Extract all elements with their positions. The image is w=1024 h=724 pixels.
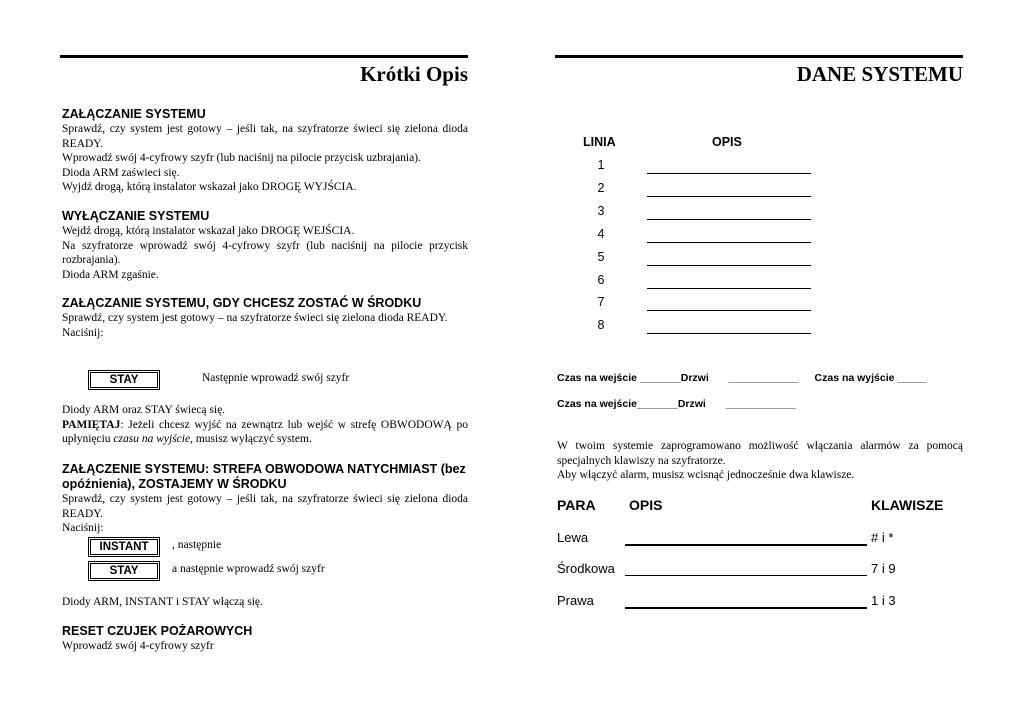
paragraph: W twoim systemie zaprogramowano możliwość włączania alarmów za pomocą specjalnych klawiszy na szyfratorze.: [557, 440, 963, 467]
line-row: 6: [555, 273, 855, 293]
czas-exit-label: Czas na wyjście _____: [814, 372, 927, 384]
line-row: 1: [555, 158, 855, 178]
entry-times-row-2: [557, 398, 796, 410]
paragraph: Wprowadź swój 4-cyfrowy szyfr (lub naciśnij na pilocie przycisk uzbrajania).: [62, 152, 421, 164]
stay-key-button[interactable]: STAY: [88, 370, 160, 390]
fill-line[interactable]: [647, 333, 811, 334]
section-disarming: [62, 209, 468, 282]
para-header: PARA: [557, 497, 596, 513]
key-instruction: , następnie: [172, 539, 222, 551]
section-fire-reset: [62, 624, 468, 654]
page-title: DANE SYSTEMU: [796, 62, 963, 86]
paragraph: Sprawdź, czy system jest gotowy – jeśli tak, na szyfratorze świeci się zielona dioda READY.: [62, 123, 468, 150]
section-instant: [62, 462, 468, 536]
section-heading: WYŁĄCZANIE SYSTEMU: [62, 209, 210, 223]
fill-line[interactable]: [647, 265, 811, 266]
paragraph: Wyjdź drogą, którą instalator wskazał jako DROGĘ WYJŚCIA.: [62, 181, 357, 193]
czas-label: Czas na wejście _______Drzwi: [557, 372, 709, 384]
line-row: 5: [555, 250, 855, 270]
paragraph: Sprawdź, czy system jest gotowy – jeśli tak, na szyfratorze świeci się zielona dioda READY.: [62, 493, 468, 520]
section-instant-after: [62, 595, 468, 610]
czas-blank[interactable]: ____________: [728, 372, 799, 384]
opis-header: OPIS: [712, 135, 742, 149]
fill-line[interactable]: [647, 173, 811, 174]
line-row: 7: [555, 295, 855, 315]
section-arming: [62, 107, 468, 195]
fill-line[interactable]: [625, 544, 867, 546]
section-stay-note: [62, 403, 468, 447]
section-stay: [62, 296, 468, 340]
fill-line[interactable]: [625, 575, 867, 576]
fill-line[interactable]: [647, 219, 811, 220]
fill-line[interactable]: [647, 310, 811, 311]
paragraph: Dioda ARM zgaśnie.: [62, 268, 159, 281]
line-row: 8: [555, 318, 855, 338]
czas-blank[interactable]: ____________: [725, 398, 796, 410]
pair-row-srodkowa: Środkowa 7 i 9: [557, 561, 896, 576]
key-instruction: Następnie wprowadź swój szyfr: [202, 372, 350, 384]
remember-note: PAMIĘTAJ: Jeżeli chcesz wyjść na zewnątrz lub wejść w strefę OBWODOWĄ po upłynięciu czasu na wyjście, musisz wyłączyć system.: [62, 418, 468, 445]
fill-line[interactable]: [647, 242, 811, 243]
stay-key-button[interactable]: STAY: [88, 561, 160, 581]
section-heading: ZAŁĄCZANIE SYSTEMU, GDY CHCESZ ZOSTAĆ W ŚRODKU: [62, 296, 422, 310]
top-rule: [60, 55, 468, 58]
line-row: 4: [555, 227, 855, 247]
instant-key-button[interactable]: INSTANT: [88, 537, 160, 557]
paragraph: Naciśnij:: [62, 522, 104, 534]
paragraph: Aby włączyć alarm, musisz wcisnąć jednocześnie dwa klawisze.: [557, 469, 855, 481]
fill-line[interactable]: [647, 196, 811, 197]
para-opis-header: OPIS: [629, 497, 663, 513]
line-row: 3: [555, 204, 855, 224]
paragraph: Sprawdź, czy system jest gotowy – na szyfratorze świeci się zielona dioda READY.: [62, 312, 448, 324]
section-heading: ZAŁĄCZANIE SYSTEMU: [62, 107, 206, 121]
section-heading: RESET CZUJEK POŻAROWYCH: [62, 624, 253, 638]
fill-line[interactable]: [625, 607, 867, 609]
czas-label: Czas na wejście_______Drzwi: [557, 398, 706, 410]
paragraph: Diody ARM, INSTANT i STAY włączą się.: [62, 596, 263, 608]
section-heading: ZAŁĄCZENIE SYSTEMU: STREFA OBWODOWA NATYCHMIAST (bez opóźnienia), ZOSTAJEMY W ŚRODKU: [62, 462, 466, 491]
linia-header: LINIA: [583, 135, 616, 149]
paragraph: Wprowadź swój 4-cyfrowy szyfr: [62, 640, 214, 652]
fill-line[interactable]: [647, 288, 811, 289]
entry-exit-times-row-1: [557, 372, 927, 384]
pair-row-prawa: Prawa 1 i 3: [557, 593, 896, 608]
line-row: 2: [555, 181, 855, 201]
top-rule: [555, 55, 963, 58]
paragraph: Diody ARM oraz STAY świecą się.: [62, 404, 226, 416]
pair-row-lewa: Lewa # i *: [557, 530, 894, 545]
paragraph: Naciśnij:: [62, 326, 104, 339]
page-title: Krótki Opis: [360, 62, 468, 86]
paragraph: Dioda ARM zaświeci się.: [62, 166, 180, 179]
paragraph: Wejdź drogą, którą instalator wskazał jako DROGĘ WEJŚCIA.: [62, 225, 355, 237]
klawisze-header: KLAWISZE: [871, 497, 944, 513]
paragraph: Na szyfratorze wprowadź swój 4-cyfrowy szyfr (lub naciśnij na pilocie przycisk rozbrajania).: [62, 239, 468, 266]
info-paragraph: [557, 439, 963, 483]
key-instruction: a następnie wprowadź swój szyfr: [172, 563, 325, 575]
